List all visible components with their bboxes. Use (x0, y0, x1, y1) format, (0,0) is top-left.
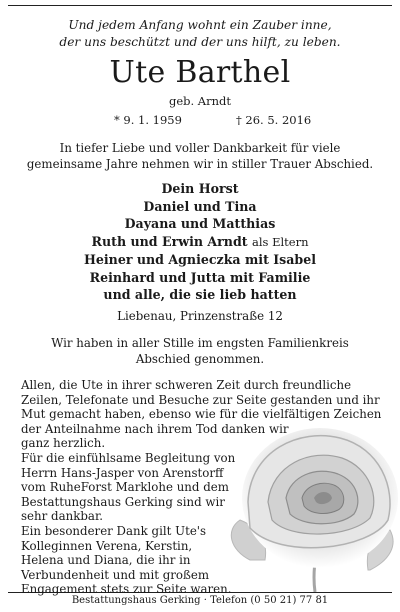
family-line: Dayana und Matthias (124, 216, 276, 231)
thanks-line: ganz herzlich. (21, 436, 106, 451)
family-line: Reinhard und Jutta mit Familie (89, 269, 311, 285)
birth-name: geb. Arndt (168, 94, 232, 108)
thanks-line: Ein besonderer Dank gilt Ute's (21, 523, 207, 538)
thanks-line: Verbundenheit und mit großem (21, 567, 210, 582)
thanks-line: Mut gemacht haben, ebenso wie für die vielfältigen Zeichen (21, 407, 382, 422)
funeral-note-line: Abschied genommen. (135, 352, 265, 366)
death-date: † 26. 5. 2016 (236, 113, 312, 127)
thanks-line: Bestattungshaus Gerking sind wir (21, 494, 225, 509)
family-line (0, 233, 400, 252)
family-line: und alle, die sie lieb hatten (103, 287, 297, 302)
funeral-note (0, 335, 400, 367)
deceased-name: Ute Barthel (109, 55, 291, 90)
family-list (0, 180, 400, 304)
family-line: Daniel und Tina (143, 198, 257, 214)
thanks-line: sehr dankbar. (21, 509, 104, 524)
intro-line: In tiefer Liebe und voller Dankbarkeit für viele (59, 141, 341, 155)
intro-line: gemeinsame Jahre nehmen wir in stiller Trauer Abschied. (26, 157, 374, 171)
thanks-line: Helena und Diana, die ihr in (21, 553, 191, 568)
intro-text (0, 140, 400, 172)
birth-date: * 9. 1. 1959 (114, 113, 182, 127)
thanks-line: Herrn Hans-Jasper von Arenstorff (21, 465, 224, 480)
thanks-line: Zeilen, Telefonate und Besuche zur Seite gestanden und ihr (21, 392, 380, 407)
motto (0, 17, 400, 51)
family-line: Dein Horst (161, 181, 239, 196)
address: Liebenau, Prinzenstraße 12 (117, 309, 283, 323)
family-parents: Ruth und Erwin Arndt (91, 233, 248, 249)
thanks-line: Allen, die Ute in ihrer schweren Zeit durch freundliche (21, 378, 352, 392)
thanks-line: der Anteilnahme nach ihrem Tod danken wir (21, 421, 289, 436)
family-parents-role: als Eltern (251, 234, 309, 249)
thanks-text (21, 378, 391, 597)
thanks-line: Engagement stets zur Seite waren. (21, 582, 232, 597)
thanks-line: vom RuheForst Marklohe und dem (21, 480, 229, 495)
motto-line: der uns beschützt und der uns hilft, zu leben. (59, 35, 341, 49)
thanks-line: Kolleginnen Verena, Kerstin, (21, 538, 193, 553)
footer-contact: Bestattungshaus Gerking · Telefon (0 50 21) 77 81 (71, 595, 329, 606)
thanks-line: Für die einfühlsame Begleitung von (21, 450, 236, 465)
motto-line: Und jedem Anfang wohnt ein Zauber inne, (68, 18, 332, 32)
funeral-note-line: Wir haben in aller Stille im engsten Familienkreis (51, 336, 349, 350)
family-line: Heiner und Agnieczka mit Isabel (83, 252, 317, 267)
